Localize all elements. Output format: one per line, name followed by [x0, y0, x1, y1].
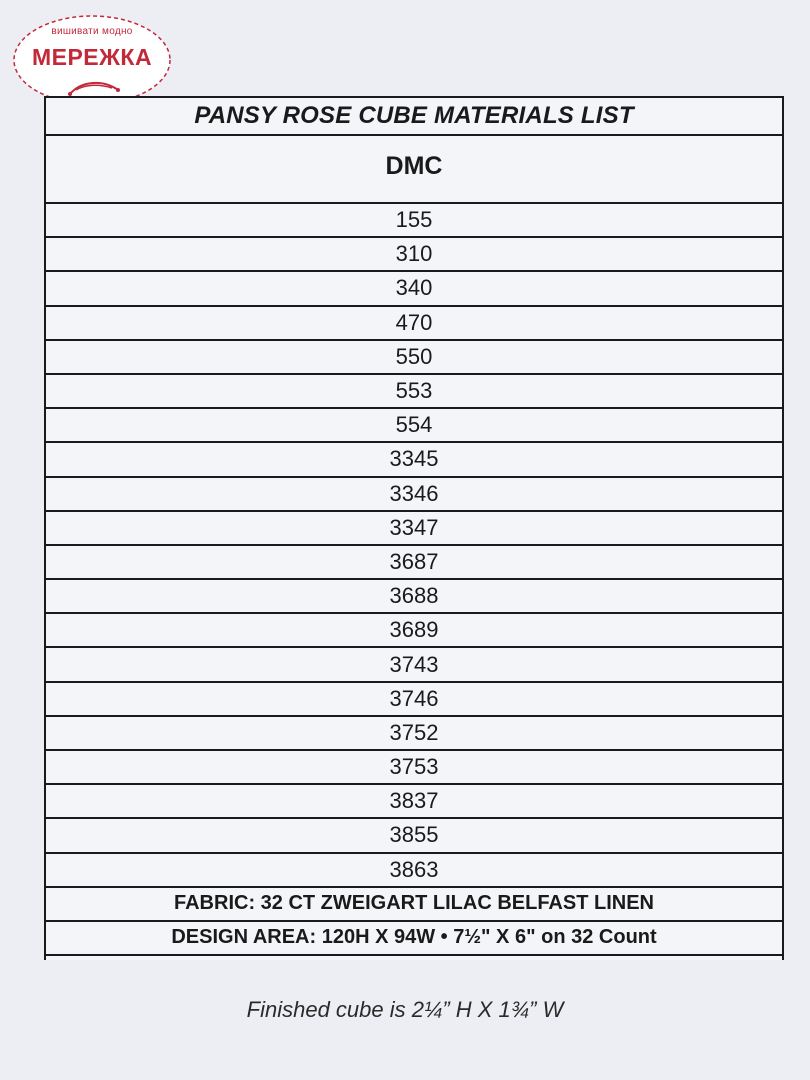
table-row: 470: [46, 307, 782, 341]
column-header-dmc: DMC: [46, 136, 782, 204]
fabric-info: FABRIC: 32 CT ZWEIGART LILAC BELFAST LINEN: [46, 888, 782, 922]
brand-logo: [12, 10, 172, 106]
logo-tagline: вишивати модно: [51, 26, 133, 37]
table-row: 3837: [46, 785, 782, 819]
table-row: 550: [46, 341, 782, 375]
design-area-info: DESIGN AREA: 120H X 94W • 7½" X 6" on 32 Count: [46, 922, 782, 956]
table-row: 3688: [46, 580, 782, 614]
table-row: 310: [46, 238, 782, 272]
table-row: 3855: [46, 819, 782, 853]
table-row: 3687: [46, 546, 782, 580]
table-row: 553: [46, 375, 782, 409]
table-row: 3689: [46, 614, 782, 648]
table-row: 3743: [46, 648, 782, 682]
table-row: 3346: [46, 478, 782, 512]
finished-size-caption: Finished cube is 2¼” H X 1¾” W: [246, 997, 564, 1022]
table-row: 155: [46, 204, 782, 238]
table-row: 3746: [46, 683, 782, 717]
table-row: 554: [46, 409, 782, 443]
logo-wordmark: МЕРЕЖКА: [31, 44, 153, 70]
table-row: 3345: [46, 443, 782, 477]
table-row: 3752: [46, 717, 782, 751]
table-title: PANSY ROSE CUBE MATERIALS LIST: [46, 98, 782, 136]
table-row: 3863: [46, 854, 782, 888]
materials-table: [44, 96, 784, 960]
table-row: 340: [46, 272, 782, 306]
table-row: 3347: [46, 512, 782, 546]
table-row: 3753: [46, 751, 782, 785]
